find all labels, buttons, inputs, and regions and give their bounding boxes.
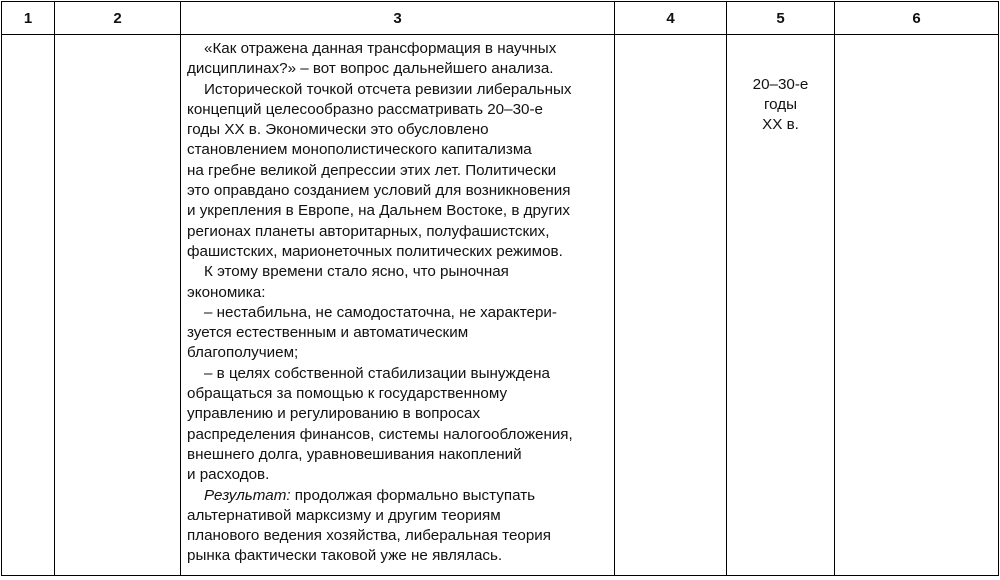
document-table <box>1 1 999 576</box>
text-line: обращаться за помощью к государственному <box>187 385 508 403</box>
column-header-5: 5 <box>727 2 835 35</box>
table-row <box>2 35 999 576</box>
text-line: годы XX в. Экономически это обусловлено <box>187 121 489 139</box>
text-line: Исторической точкой отсчета ревизии либеральных <box>204 80 572 98</box>
text-line: и укрепления в Европе, на Дальнем Востоке, в других <box>187 202 570 220</box>
cell-col-2 <box>55 35 181 576</box>
text-line: К этому времени стало ясно, что рыночная <box>204 263 509 281</box>
text-line: – в целях собственной стабилизации вынуждена <box>204 364 550 382</box>
text-line: экономика: <box>187 283 266 301</box>
text-line: дисциплинах?» – вот вопрос дальнейшего анализа. <box>187 60 554 78</box>
text-line: становлением монополистического капитализма <box>187 141 532 159</box>
column-header-3: 3 <box>181 2 615 35</box>
cell-col-5-date <box>727 35 835 576</box>
column-header-4: 4 <box>615 2 727 35</box>
text-line: это оправдано созданием условий для возникновения <box>187 182 571 200</box>
column-header-6: 6 <box>835 2 999 35</box>
text-line: фашистских, марионеточных политических режимов. <box>187 242 563 260</box>
cell-col-3-text <box>181 35 615 576</box>
column-header-1: 1 <box>2 2 55 35</box>
cell-col-1 <box>2 35 55 576</box>
result-line: планового ведения хозяйства, либеральная теория <box>187 527 552 545</box>
text-line: управлению и регулированию в вопросах <box>187 405 481 423</box>
result-label: Результат: <box>204 486 291 504</box>
result-paragraph-first-line <box>187 486 604 506</box>
header-row <box>2 2 999 35</box>
result-line: альтернативой марксизму и другим теориям <box>187 506 501 524</box>
date-line: годы <box>763 96 798 113</box>
date-line: XX в. <box>762 116 799 133</box>
text-line: концепций целесообразно рассматривать 20–30-е <box>187 100 543 118</box>
text-line: зуется естественным и автоматическим <box>187 324 469 342</box>
text-line: регионах планеты авторитарных, полуфашистских, <box>187 222 550 240</box>
text-line: «Как отражена данная трансформация в научных <box>204 40 557 57</box>
text-line: распределения финансов, системы налогообложения, <box>187 425 573 443</box>
result-line: рынка фактически таковой уже не являлась. <box>187 547 503 565</box>
result-first-line-text: продолжая формально выступать <box>290 486 536 504</box>
cell-col-4 <box>615 35 727 576</box>
column-header-2: 2 <box>55 2 181 35</box>
text-line: внешнего долга, уравновешивания накоплений <box>187 445 522 463</box>
text-line: и расходов. <box>187 466 270 484</box>
text-line: – нестабильна, не самодостаточна, не характери- <box>204 303 557 321</box>
text-line: на гребне великой депрессии этих лет. Политически <box>187 161 557 179</box>
text-line: благополучием; <box>187 344 299 362</box>
date-line: 20–30-е <box>752 76 809 93</box>
main-text-block <box>187 39 604 486</box>
cell-col-6 <box>835 35 999 576</box>
